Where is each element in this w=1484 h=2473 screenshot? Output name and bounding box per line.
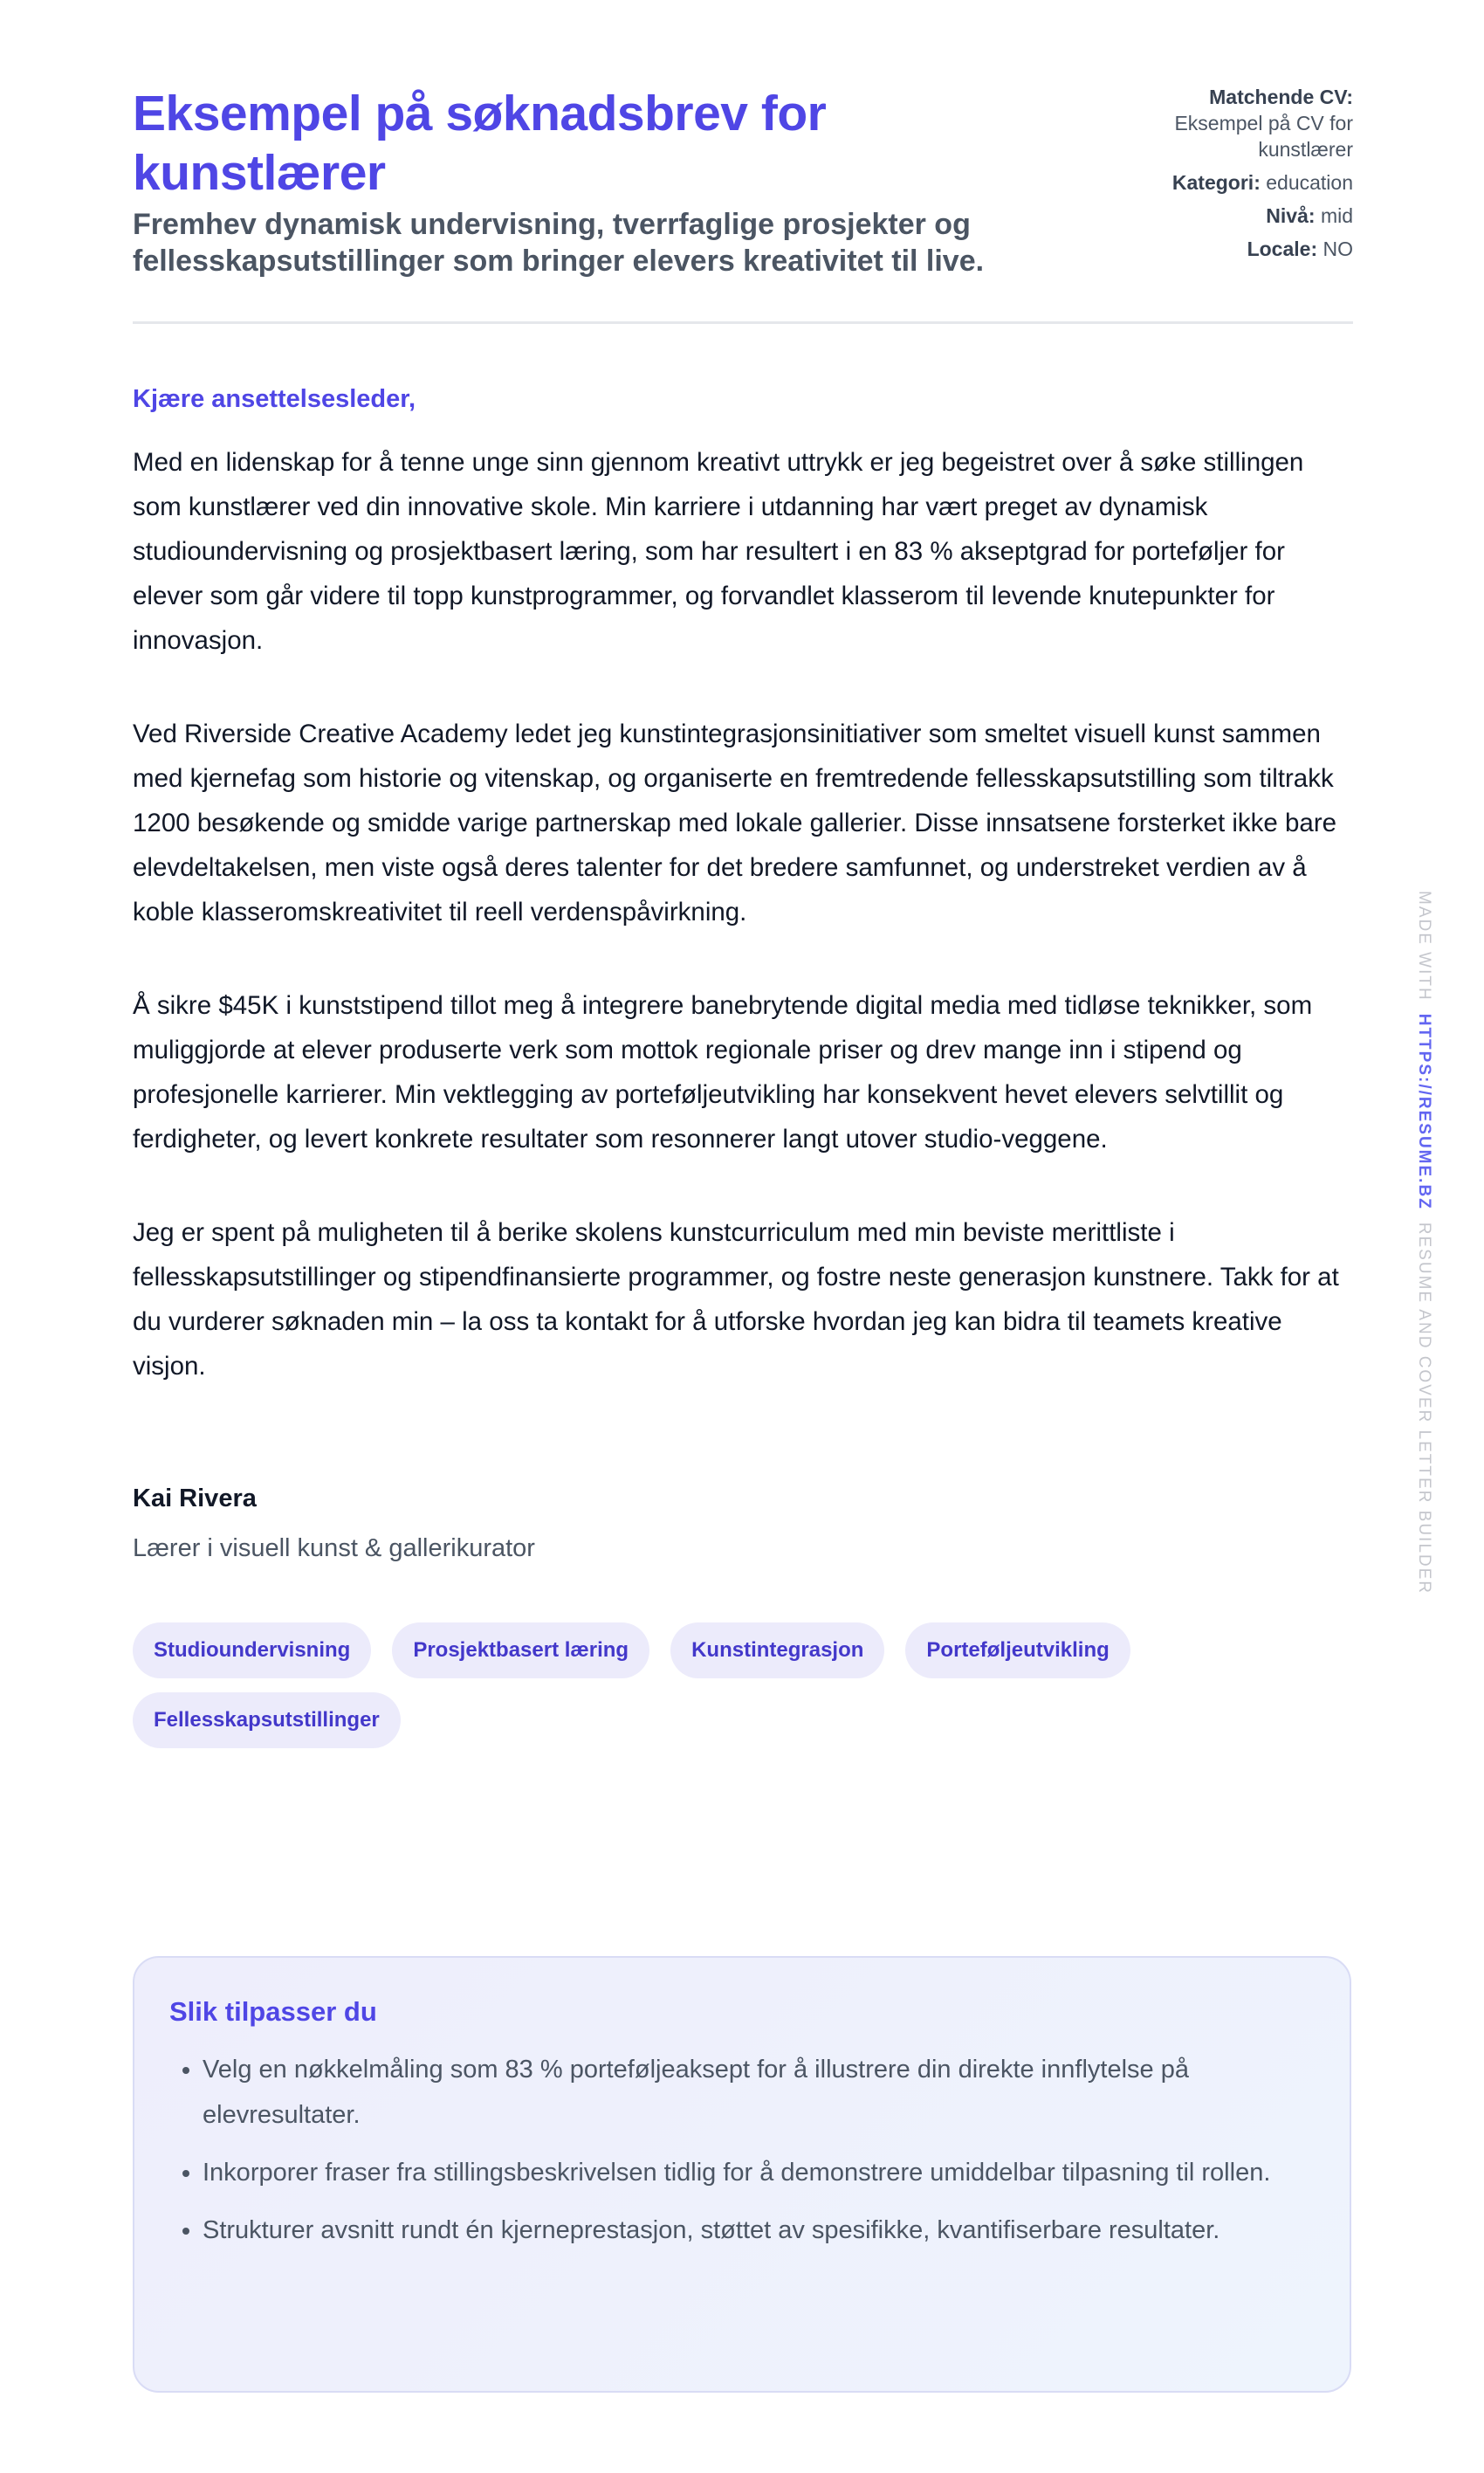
skill-tag: Kunstintegrasjon (670, 1622, 884, 1678)
divider (133, 321, 1353, 324)
tip-item: • Velg en nøkkelmåling som 83 % porteføljeaksept for å illustrere din direkte innflytelse på elevresultater. (203, 2047, 1315, 2138)
meta-value: mid (1320, 204, 1353, 227)
watermark-prefix: MADE WITH (1415, 891, 1433, 1002)
meta-label: Nivå: (1266, 204, 1316, 227)
meta-panel (1126, 84, 1353, 269)
tip-item: • Inkorporer fraser fra stillingsbeskrivelsen tidlig for å demonstrere umiddelbar tilpasning til rollen. (203, 2150, 1315, 2195)
meta-category (1126, 169, 1353, 196)
tips-box (133, 1956, 1351, 2393)
cover-letter-page (133, 84, 1353, 1748)
meta-label: Locale: (1247, 238, 1318, 260)
meta-level (1126, 203, 1353, 229)
letter-paragraph: Å sikre $45K i kunststipend tillot meg å integrere banebrytende digital media med tidløse teknikker, som muliggjorde at elever produserte verk som mottok regionale priser og drev mange inn i stipend og profesjonelle karrierer. Min vektlegging av porteføljeutvikling har konsekvent hevet elevers selvtillit og ferdigheter, og levert konkrete resultater som resonnerer langt utover studio-veggene. (133, 991, 1313, 1154)
meta-label: Matchende CV: (1209, 86, 1353, 108)
tip-item: • Strukturer avsnitt rundt én kjerneprestasjon, støttet av spesifikke, kvantifiserbare resultater. (203, 2208, 1315, 2253)
skill-tag: Prosjektbasert læring (392, 1622, 649, 1678)
skill-tag: Studioundervisning (133, 1622, 371, 1678)
tips-list (169, 2047, 1315, 2253)
watermark-suffix: RESUME AND COVER LETTER BUILDER (1415, 1222, 1433, 1595)
header (133, 84, 1353, 279)
letter-paragraph: Ved Riverside Creative Academy ledet jeg kunstintegrasjonsinitiativer som smeltet visuell kunst sammen med kjernefag som historie og vitenskap, og organiserte en fremtredende fellesskapsutstilling som tiltrakk 1200 besøkende og smidde varige partnerskap med lokale gallerier. Disse innsatsene forsterket ikke bare elevdeltakelsen, men viste også deres talenter for det bredere samfunnet, og understreket verdien av å koble klasseromskreativitet til reell verdenspåvirkning. (133, 720, 1337, 927)
title-block (133, 84, 1093, 279)
watermark-link[interactable]: HTTPS://RESUME.BZ (1415, 1013, 1433, 1210)
signature-name: Kai Rivera (133, 1484, 257, 1512)
meta-locale (1126, 236, 1353, 262)
meta-matching-cv (1126, 84, 1353, 162)
letter-paragraph: Jeg er spent på muligheten til å berike skolens kunstcurriculum med min beviste merittliste i fellesskapsutstillinger og stipendfinansierte programmer, og fostre neste generasjon kunstnere. Takk for at du vurderer søknaden min – la oss ta kontakt for å utforske hvordan jeg kan bidra til teamets kreative visjon. (133, 1218, 1339, 1381)
tips-title: Slik tilpasser du (169, 1996, 377, 2027)
letter-paragraph: Med en lidenskap for å tenne unge sinn gjennom kreativt uttrykk er jeg begeistret over å søke stillingen som kunstlærer ved din innovative skole. Min karriere i utdanning har vært preget av dynamisk studioundervisning og prosjektbasert læring, som har resultert i en 83 % akseptgrad for porteføljer for elever som går videre til topp kunstprogrammer, og forvandlet klasserom til levende knutepunkter for innovasjon. (133, 448, 1304, 655)
meta-value: NO (1323, 238, 1353, 260)
signature-role: Lærer i visuell kunst & gallerikurator (133, 1534, 535, 1562)
skill-tag: Porteføljeutvikling (905, 1622, 1130, 1678)
page-title: Eksempel på søknadsbrev for kunstlærer (133, 86, 827, 201)
matching-cv-link[interactable]: Eksempel på CV for kunstlærer (1174, 112, 1353, 161)
meta-value: education (1266, 171, 1353, 194)
page-subtitle: Fremhev dynamisk undervisning, tverrfaglige prosjekter og fellesskapsutstillinger som bringer elevers kreativitet til live. (133, 208, 985, 278)
watermark (1407, 891, 1442, 1607)
skill-tags (133, 1622, 1180, 1748)
salutation: Kjære ansettelsesleder, (133, 385, 416, 413)
skill-tag: Fellesskapsutstillinger (133, 1692, 401, 1748)
meta-label: Kategori: (1171, 171, 1261, 194)
